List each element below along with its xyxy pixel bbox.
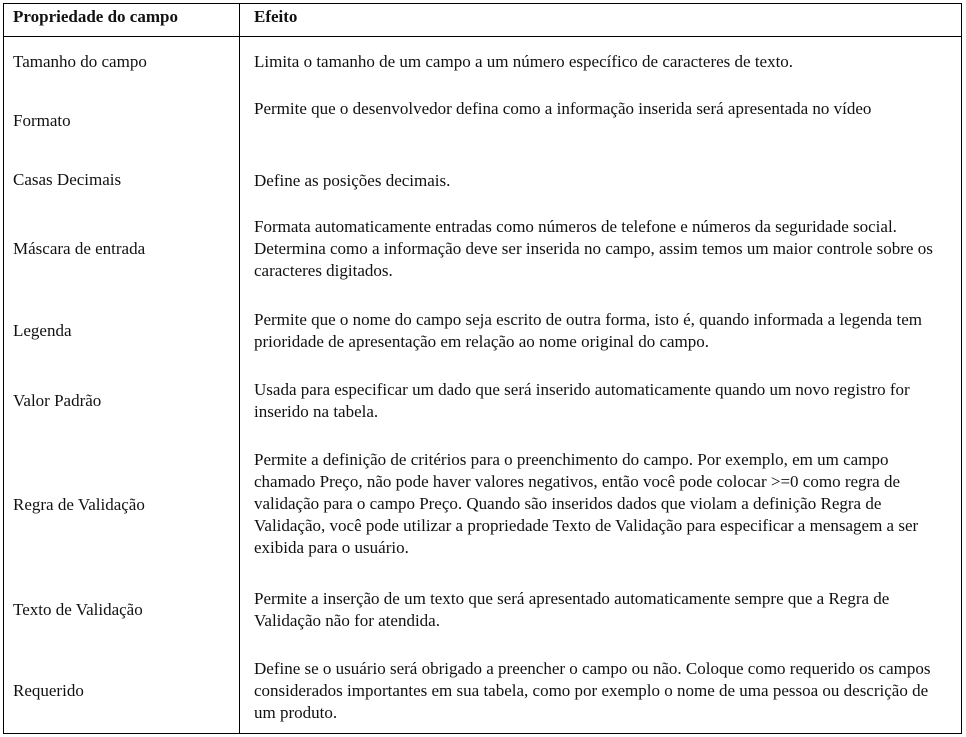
property-texto-de-validacao: Texto de Validação: [13, 600, 143, 619]
effect-texto-de-validacao: Permite a inserção de um texto que será apresentado automaticamente sempre que a Regra de Validação não for atendida.: [254, 589, 890, 630]
effect-tamanho-do-campo: Limita o tamanho de um campo a um número específico de caracteres de texto.: [254, 52, 794, 71]
property-valor-padrao: Valor Padrão: [13, 391, 102, 410]
property-requerido: Requerido: [13, 681, 84, 700]
header-effect: Efeito: [254, 7, 298, 26]
property-tamanho-do-campo: Tamanho do campo: [13, 52, 147, 71]
property-legenda: Legenda: [13, 321, 72, 340]
effect-valor-padrao: Usada para especificar um dado que será inserido automaticamente quando um novo registro for inserido na tabela.: [254, 380, 910, 421]
effect-regra-de-validacao: Permite a definição de critérios para o preenchimento do campo. Por exemplo, em um campo chamado Preço, não pode haver valores negativos, então você pode colocar >=0 como regra de validação para o campo Preço. Quando são inseridos dados que violam a definição Regra de Validação, você pode utilizar a propriedade Texto de Validação para especificar a mensagem a ser exibida para o usuário.: [254, 450, 919, 557]
effect-legenda: Permite que o nome do campo seja escrito de outra forma, isto é, quando informada a legenda tem prioridade de apresentação em relação ao nome original do campo.: [254, 310, 922, 351]
property-formato: Formato: [13, 111, 71, 130]
header-property: Propriedade do campo: [13, 7, 178, 26]
property-regra-de-validacao: Regra de Validação: [13, 495, 145, 514]
column-divider: [239, 4, 240, 733]
property-casas-decimais: Casas Decimais: [13, 170, 122, 189]
effect-formato: Permite que o desenvolvedor defina como a informação inserida será apresentada no vídeo: [254, 99, 872, 118]
effect-requerido: Define se o usuário será obrigado a preencher o campo ou não. Coloque como requerido os campos considerados importantes em sua tabela, como por exemplo o nome de uma pessoa ou descrição de um produto.: [254, 659, 931, 722]
header-divider: [4, 36, 961, 37]
effect-mascara-de-entrada: Formata automaticamente entradas como números de telefone e números da seguridade social. Determina como a informação deve ser inserida no campo, assim temos um maior controle sobre os caracteres digitados.: [254, 217, 933, 280]
effect-casas-decimais: Define as posições decimais.: [254, 171, 451, 190]
property-mascara-de-entrada: Máscara de entrada: [13, 239, 146, 258]
field-properties-table: [3, 3, 962, 734]
